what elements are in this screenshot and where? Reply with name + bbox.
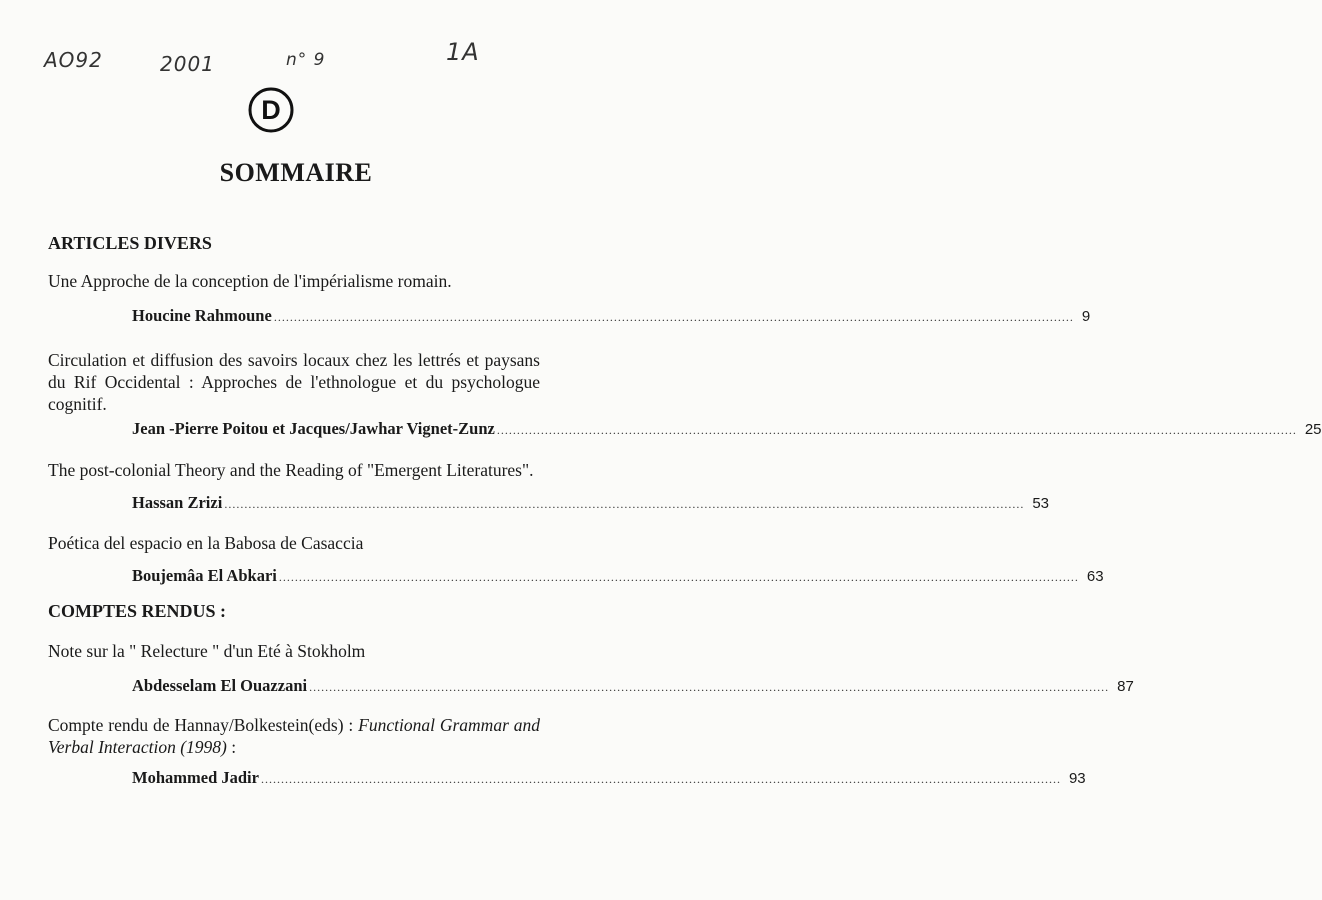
page-number: 63	[1086, 568, 1104, 585]
article-author: Houcine Rahmoune	[132, 306, 272, 325]
title-suffix: :	[226, 737, 237, 757]
dot-leader: ........................................................................................................................................................................................................	[309, 680, 1110, 694]
dot-leader: ........................................................................................................................................................................................................	[260, 772, 1061, 786]
article-author: Boujemâa El Abkari	[132, 566, 277, 585]
article-title: Une Approche de la conception de l'impérialisme romain.	[48, 271, 452, 291]
article-title: The post-colonial Theory and the Reading of "Emergent Literatures".	[48, 460, 534, 480]
dot-leader: ........................................................................................................................................................................................................	[278, 570, 1079, 584]
dot-leader: ........................................................................................................................................................................................................	[273, 310, 1074, 324]
toc-entry	[132, 768, 1086, 792]
article-title: Poética del espacio en la Babosa de Casaccia	[48, 533, 364, 553]
article-title	[48, 714, 540, 758]
toc-entry	[132, 493, 1049, 517]
handwritten-year: 2001	[160, 52, 215, 76]
handwritten-copy-mark: 1A	[446, 38, 480, 66]
article-author: Jean -Pierre Poitou et Jacques/Jawhar Vignet-Zunz	[132, 419, 495, 438]
toc-entry	[132, 306, 1091, 330]
article-title: Circulation et diffusion des savoirs locaux chez les lettrés et paysans du Rif Occidental : Approches de l'ethnologue et du psychologue cognitif.	[48, 350, 540, 414]
journal-logo-icon	[247, 86, 295, 134]
page-number: 25	[1304, 421, 1322, 438]
title-prefix: Compte rendu de Hannay/Bolkestein(eds) :	[48, 715, 359, 735]
page-number: 93	[1068, 770, 1086, 787]
article-author: Abdesselam El Ouazzani	[132, 676, 308, 695]
section-heading-reviews: COMPTES RENDUS :	[48, 601, 227, 621]
page-number: 87	[1117, 678, 1134, 695]
page-title: SOMMAIRE	[219, 158, 373, 187]
page-number: 9	[1081, 308, 1091, 325]
section-heading-articles: ARTICLES DIVERS	[48, 233, 212, 253]
title-italic: Functional Grammar and Verbal Interaction (1998)	[48, 715, 541, 757]
article-author: Mohammed Jadir	[132, 768, 259, 787]
page-number: 53	[1032, 495, 1049, 512]
svg-text:D: D	[261, 95, 281, 125]
handwritten-archive-code: AO92	[44, 48, 103, 72]
dot-leader: ........................................................................................................................................................................................................	[496, 423, 1297, 437]
article-title: Note sur la " Relecture " d'un Eté à Stokholm	[48, 641, 366, 661]
toc-entry	[132, 566, 1104, 590]
handwritten-issue-number: n° 9	[286, 50, 326, 70]
article-author: Hassan Zrizi	[132, 493, 223, 512]
toc-entry	[132, 676, 1134, 700]
toc-entry	[132, 419, 1322, 443]
dot-leader: ........................................................................................................................................................................................................	[224, 497, 1025, 511]
